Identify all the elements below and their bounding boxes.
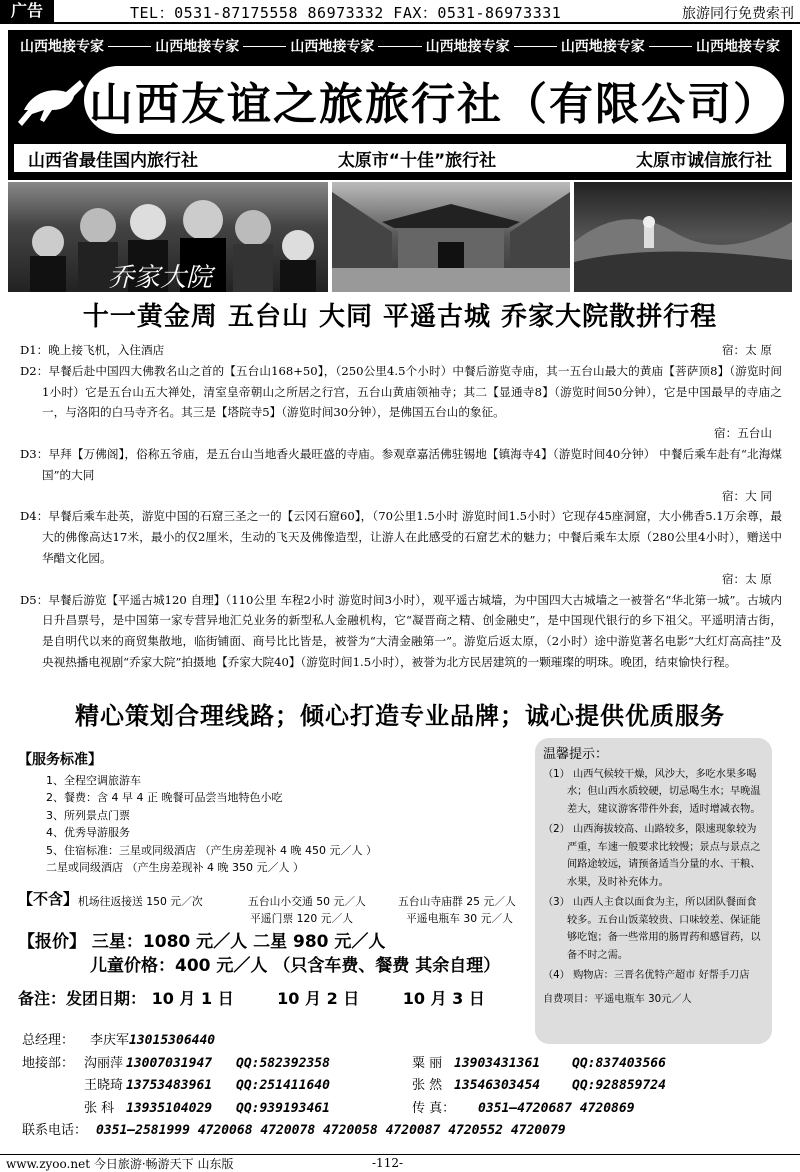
day-text: D4：早餐后乘车赴英，游览中国的石窟三圣之一的【云冈石窟60】，（70公里1.5小时 游览时间1.5小时）它现存45座洞窟，大小佛香5.1万余尊，最大的佛像高达17米，最小的仅2厘米，生动的飞天及佛像造型，让游人在此感受的石窟艺术的魅力；中餐后乘车太原（280公里4小时），赠送中华醋文化园。 bbox=[20, 509, 782, 565]
drama-cast-photo bbox=[8, 182, 328, 292]
service-item: 4、优秀导游服务 bbox=[46, 826, 130, 839]
exclusion-item: 机场往返接送 150 元／次 bbox=[78, 895, 203, 908]
ground-dept-label: 地接部： bbox=[22, 1055, 75, 1071]
specialist-text: 山西地接专家 bbox=[560, 39, 645, 55]
photo-caption: 乔家大院 bbox=[108, 263, 213, 292]
service-title: 【服务标准】 bbox=[18, 752, 102, 768]
contact-name: 张 科 bbox=[84, 1100, 115, 1116]
specialist-text: 山西地接专家 bbox=[425, 39, 510, 55]
day-text: D1：晚上接飞机，入住酒店 bbox=[20, 343, 165, 357]
fax-label: 传 真： bbox=[412, 1100, 456, 1116]
service-item-sub: 二星或同级酒店 （产生房差现补 4 晚 350 元／人 ） bbox=[46, 861, 304, 874]
exclusion-item: 平遥电瓶车 30 元／人 bbox=[406, 912, 513, 925]
ad-label: 广告 bbox=[0, 0, 54, 22]
service-standard bbox=[18, 752, 538, 877]
honors-strip bbox=[14, 144, 786, 172]
price-label: 【报价】 bbox=[18, 932, 86, 952]
specialist-text: 山西地接专家 bbox=[155, 39, 240, 55]
service-item: 1、全程空调旅游车 bbox=[46, 773, 141, 787]
price-adult: 三星：1080 元／人 二星 980 元／人 bbox=[91, 932, 386, 952]
bronze-horse-logo-icon bbox=[14, 70, 92, 132]
exclusion-item: 五台山寺庙群 25 元／人 bbox=[398, 895, 516, 908]
departure-dates bbox=[18, 986, 538, 1009]
day-text: D3：早拜【万佛阁】，俗称五爷庙，是五台山当地香火最旺盛的寺庙。参观章嘉活佛驻锡地【镇海寺4】（游览时间40分钟） 中餐后乘车赴有“北海煤国”的大同 bbox=[20, 446, 782, 482]
service-item: 5、住宿标准：三星或同级酒店 （产生房差现补 4 晚 450 元／人 ） bbox=[46, 843, 377, 857]
dates-label: 备注：发团日期： bbox=[18, 989, 147, 1008]
contact-phone: 13007031947 bbox=[126, 1055, 213, 1071]
honor-item: 太原市“十佳”旅行社 bbox=[337, 150, 497, 171]
exclusions bbox=[18, 890, 538, 928]
company-name: 山西友谊之旅旅行社（有限公司） bbox=[89, 79, 779, 130]
itinerary-day bbox=[20, 590, 782, 673]
contact-phone: 13935104029 bbox=[126, 1100, 213, 1116]
exclusion-item: 五台山小交通 50 元／人 bbox=[248, 895, 366, 908]
route-title: 十一黄金周 五台山 大同 平遥古城 乔家大院散拼行程 bbox=[82, 302, 718, 332]
itinerary-day bbox=[20, 361, 782, 444]
day-stay: 宿：五台山 bbox=[714, 426, 772, 441]
day-stay: 宿：大 同 bbox=[721, 488, 772, 503]
photo-strip bbox=[8, 182, 792, 292]
specialist-text: 山西地接专家 bbox=[696, 39, 781, 55]
service-item: 2、餐费：含 4 早 4 正 晚餐可品尝当地特色小吃 bbox=[46, 791, 283, 804]
specialist-text: 山西地接专家 bbox=[20, 39, 104, 55]
contact-qq: QQ:582392358 bbox=[236, 1055, 330, 1071]
contact-name: 粟 丽 bbox=[412, 1055, 443, 1071]
contact-phone: 13753483961 bbox=[126, 1078, 213, 1093]
tel-numbers: 0351—2581999 4720068 4720078 4720058 4720087 4720552 4720079 bbox=[96, 1123, 566, 1138]
day-stay: 宿：太 原 bbox=[721, 571, 772, 586]
specialist-text: 山西地接专家 bbox=[290, 39, 375, 55]
manager-name: 李庆军 bbox=[90, 1033, 130, 1048]
contact-name: 张 然 bbox=[412, 1078, 443, 1093]
contacts bbox=[22, 1030, 782, 1143]
company-title-box bbox=[84, 66, 784, 134]
exclusion-item: 平遥门票 120 元／人 bbox=[250, 912, 354, 925]
contact-qq: QQ:837403566 bbox=[572, 1055, 666, 1071]
slogan: 精心策划合理线路；倾心打造专业品牌；诚心提供优质服务 bbox=[75, 702, 725, 730]
manager-label: 总经理： bbox=[22, 1033, 75, 1048]
date-item: 10 月 2 日 bbox=[277, 989, 360, 1008]
itinerary-day bbox=[20, 340, 782, 361]
contact-qq: QQ:251411640 bbox=[236, 1078, 330, 1093]
date-item: 10 月 1 日 bbox=[151, 989, 234, 1008]
tips-box bbox=[535, 738, 772, 1044]
itinerary bbox=[20, 340, 782, 673]
itinerary-day bbox=[20, 444, 782, 506]
contact-phone: 13546303454 bbox=[454, 1078, 541, 1093]
page-number: -112- bbox=[372, 1156, 404, 1170]
service-item: 3、所列景点门票 bbox=[46, 808, 130, 822]
tip-item: （3） 山西人主食以面食为主，所以团队餐面食较多。五台山饭菜较贵、口味较差、保证能够吃饱；备一些常用的肠胃药和感冒药，以备不时之需。 bbox=[543, 897, 761, 961]
date-item: 10 月 3 日 bbox=[402, 989, 485, 1008]
exclusions-label: 【不含】 bbox=[18, 890, 79, 908]
header-phone: TEL：0531-87175558 86973332 FAX：0531-86973331 bbox=[130, 4, 562, 22]
contact-name: 沟丽萍 bbox=[84, 1055, 124, 1071]
fax-number: 0351—4720687 4720869 bbox=[478, 1100, 635, 1116]
contact-name: 王晓琦 bbox=[84, 1078, 124, 1093]
company-banner bbox=[8, 30, 792, 180]
contact-phone: 13903431361 bbox=[454, 1055, 541, 1071]
honor-item: 山西省最佳国内旅行社 bbox=[28, 150, 198, 171]
contact-qq: QQ:939193461 bbox=[236, 1100, 330, 1116]
tip-item: （1） 山西气候较干燥，风沙大，多吃水果多喝水；但山西水质较硬，切忌喝生水；早晚温差大，建议游客带件外套，适时增减衣物。 bbox=[543, 768, 761, 815]
contact-qq: QQ:928859724 bbox=[572, 1078, 666, 1093]
manager-phone: 13015306440 bbox=[129, 1033, 216, 1048]
specialist-strip bbox=[20, 34, 780, 58]
wutai-mountain-photo bbox=[574, 182, 792, 292]
footer-site: www.zyoo.net 今日旅游·畅游天下 山东版 bbox=[6, 1157, 234, 1171]
day-text: D5：早餐后游览【平遥古城120 自理】（110公里 车程2小时 游览时间3小时），观平遥古城墙，为中国四大古城墙之一被誉名“华北第一城”。古城内日升昌票号，是中国第一家专营异地汇兑业务的新型私人金融机构，它“凝晋商之精、创金融史”，是中国现代银行的乡下祖父。平遥明清古街，是自明代以来的商贸集散地，临街铺面、商号比比皆是，被誉为“大清金融第一”。游览后返太原，（2小时）途中游览著名电影“大红灯高高挂”及央视热播电视剧“乔家大院”拍摄地【乔家大院40】（游览时间1.5小时），被誉为北方民居建筑的一颗璀璨的明珠。晚团，结束愉快行程。 bbox=[20, 592, 782, 669]
self-paid-item: 自费项目：平遥电瓶车 30元／人 bbox=[543, 993, 692, 1005]
price-section bbox=[18, 930, 538, 978]
day-stay: 宿：太 原 bbox=[721, 343, 772, 357]
courtyard-photo bbox=[332, 182, 570, 292]
tips-title: 温馨提示： bbox=[543, 747, 609, 762]
tip-item: （4） 购物店：三晋名优特产超市 好帮手刀店 bbox=[543, 970, 750, 981]
footer bbox=[0, 1154, 800, 1172]
top-bar bbox=[0, 0, 800, 24]
price-child: 儿童价格：400 元／人 （只含车费、餐费 其余自理） bbox=[90, 956, 501, 976]
tel-label: 联系电话： bbox=[22, 1123, 88, 1138]
tip-item: （2） 山西海拔较高、山路较多，限速现象较为严重，车速一般要求比较慢；景点与景点之间路途较远，请预备适当分量的水、干粮、水果，及时补充体力。 bbox=[543, 824, 761, 888]
header-free-text: 旅游同行免费索刊 bbox=[682, 6, 794, 22]
honor-item: 太原市诚信旅行社 bbox=[635, 150, 772, 171]
itinerary-day bbox=[20, 506, 782, 589]
day-text: D2：早餐后赴中国四大佛教名山之首的【五台山168+50】，（250公里4.5个小时）中餐后游览寺庙，其一五台山最大的黄庙【菩萨顶8】（游览时间1小时）它是五台山五大禅处，清室皇帝朝山之所居之行宫，五台山黄庙领袖寺；其二【显通寺8】（游览时间50分钟），它是中国最早的寺庙之一，与洛阳的白马寺齐名。其三是【塔院寺5】（游览时间30分钟），是佛国五台山的象征。 bbox=[20, 363, 782, 420]
